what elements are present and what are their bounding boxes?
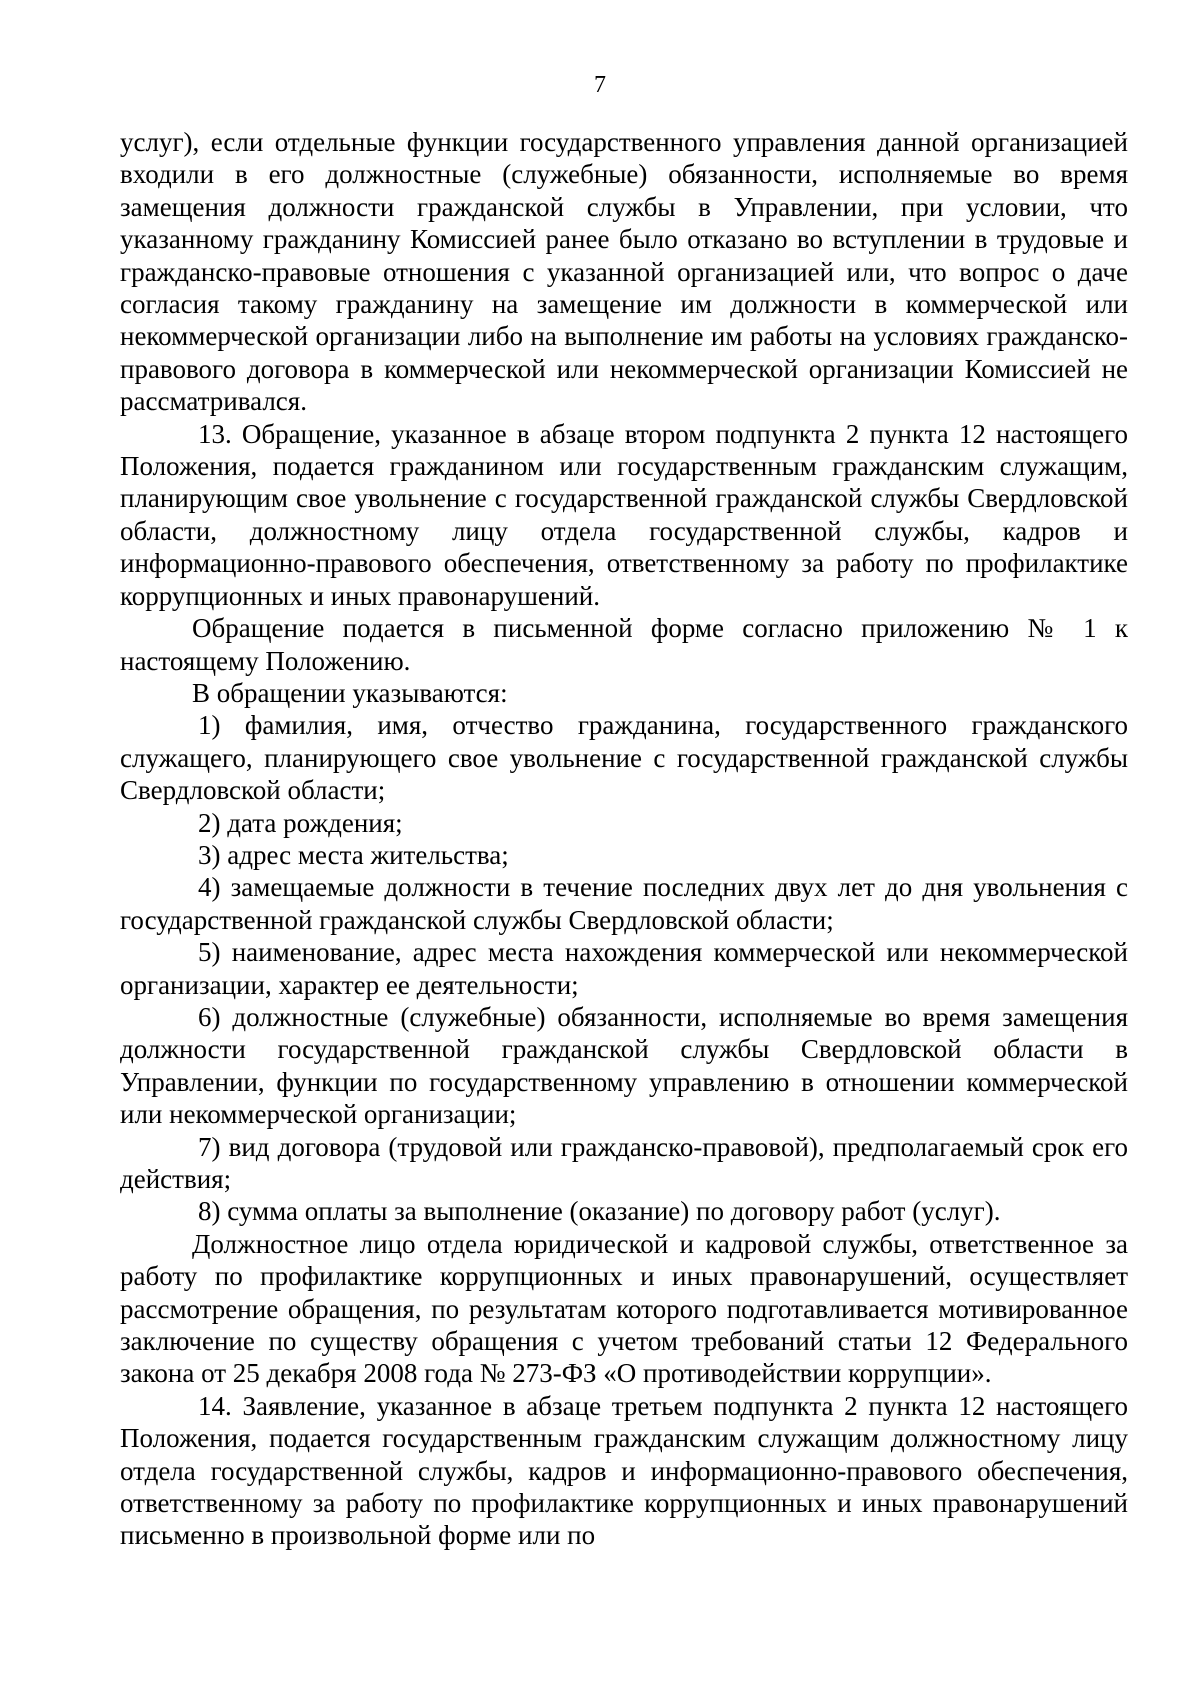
paragraph-continuation: услуг), если отдельные функции государственного управления данной организацией входили в его должностные (служебные) обязанности, исполняемые во время замещения должности гражданской службы в Управлении, при условии, что указанному гражданину Комиссией ранее было отказано во вступлении в трудовые и гражданско-правовые отношения с указанной организацией или, что вопрос о даче согласия такому гражданину на замещение им должности в коммерческой или некоммерческой организации либо на выполнение им работы на условиях гражданско-правового договора в коммерческой или некоммерческой организации Комиссией не рассматривался. (120, 127, 1128, 417)
page-number: 7 (594, 72, 606, 98)
list-item-7: 7) вид договора (трудовой или гражданско-правовой), предполагаемый срок его действия; (120, 1131, 1128, 1194)
paragraph-form-note: Обращение подается в письменной форме согласно приложению № 1 к настоящему Положению. (120, 613, 1128, 676)
paragraph-item-13: 13. Обращение, указанное в абзаце втором подпункта 2 пункта 12 настоящего Положения, подается гражданином или государственным гражданским служащим, планирующим свое увольнение с государственной гражданской службы Свердловской области, должностному лицу отдела государственной службы, кадров и информационно-правового обеспечения, ответственному за работу по профилактике коррупционных и иных правонарушений. (120, 418, 1128, 611)
list-item-5: 5) наименование, адрес места нахождения коммерческой или некоммерческой организации, характер ее деятельности; (120, 937, 1128, 1000)
paragraph-item-14: 14. Заявление, указанное в абзаце третьем подпункта 2 пункта 12 настоящего Положения, подается государственным гражданским служащим должностному лицу отдела государственной службы, кадров и информационно-правового обеспечения, ответственному за работу по профилактике коррупционных и иных правонарушений письменно в произвольной форме или по (120, 1390, 1128, 1551)
list-item-6: 6) должностные (служебные) обязанности, исполняемые во время замещения должности государственной гражданской службы Свердловской области в Управлении, функции по государственному управлению в отношении коммерческой или некоммерческой организации; (120, 1001, 1128, 1130)
paragraph-list-intro: В обращении указываются: (192, 677, 508, 708)
paragraph-review: Должностное лицо отдела юридической и кадровой службы, ответственное за работу по профилактике коррупционных и иных правонарушений, осуществляет рассмотрение обращения, по результатам которого подготавливается мотивированное заключение по существу обращения с учетом требований статьи 12 Федерального закона от 25 декабря 2008 года № 273-ФЗ «О противодействии коррупции». (120, 1228, 1128, 1389)
list-item-1: 1) фамилия, имя, отчество гражданина, государственного гражданского служащего, планирующего свое увольнение с государственной гражданской службы Свердловской области; (120, 710, 1128, 806)
list-item-2: 2) дата рождения; (198, 807, 403, 838)
document-body (120, 126, 1128, 1552)
list-item-4: 4) замещаемые должности в течение последних двух лет до дня увольнения с государственной гражданской службы Свердловской области; (120, 872, 1128, 935)
list-item-3: 3) адрес места жительства; (198, 839, 509, 870)
list-item-8: 8) сумма оплаты за выполнение (оказание) по договору работ (услуг). (198, 1196, 1001, 1227)
